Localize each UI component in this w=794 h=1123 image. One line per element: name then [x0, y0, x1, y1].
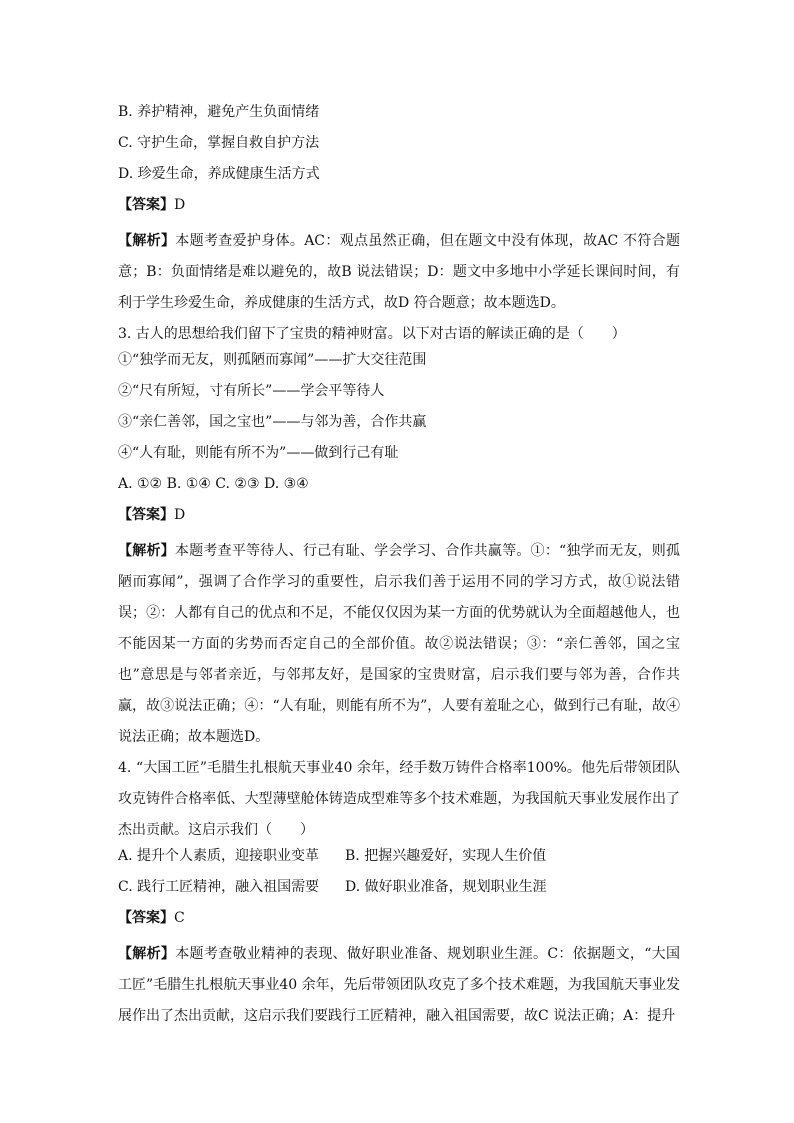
- q4-option-d: D. 做好职业准备，规划职业生涯: [345, 879, 547, 895]
- q4-option-c: C. 践行工匠精神，融入祖国需要: [118, 879, 320, 895]
- q2-analysis: [118, 226, 680, 319]
- q2-answer: [118, 195, 680, 226]
- q3-item-3: ③“亲仁善邻，国之宝也”——与邻为善，合作共赢: [118, 414, 427, 430]
- analysis-text: 本题考查平等待人、行己有耻、学会学习、合作共赢等。①：“独学而无友，则孤陋而寡闻”，强调了合作学习的重要性，启示我们善于运用不同的学习方式，故①说法错误；②：人都有自己的优点和不足，不能仅仅因为某一方面的优势就认为全面超越他人，也不能因某一方面的劣势而否定自己的全部价值。故②说法错误；③：“亲仁善邻，国之宝也”意思是与邻者亲近，与邻邦友好，是国家的宝贵财富，启示我们要与邻为善，合作共赢，故③说法正确；④：“人有耻，则能有所不为”，人要有羞耻之心，做到行己有耻，故④说法正确；故本题选D。: [118, 543, 681, 745]
- answer-label: 【答案】: [118, 197, 174, 213]
- answer-value: C: [174, 910, 185, 926]
- q3-analysis: [118, 536, 680, 753]
- q3-item-1: ①“独学而无友，则孤陋而寡闻”——扩大交往范围: [118, 352, 427, 368]
- answer-label: 【答案】: [118, 507, 174, 523]
- analysis-text: 本题考查敬业精神的表现、做好职业准备、规划职业生涯。C：依据题文，“大国工匠”毛腊生扎根航天事业40 余年，先后带领团队攻克了多个技术难题，为我国航天事业发展作出了杰出贡献，这启示我们要践行工匠精神，融入祖国需要，故C 说法正确；A：提升: [118, 946, 680, 1024]
- q4-answer: [118, 908, 680, 939]
- q4-option-a: A. 提升个人素质，迎接职业变革: [118, 848, 320, 864]
- q3-item-2: ②“尺有所短，寸有所长”——学会平等待人: [118, 383, 385, 399]
- page-content: [118, 102, 680, 1032]
- analysis-label: 【解析】: [118, 233, 176, 249]
- q3-item-4: ④“人有耻，则能有所不为”——做到行己有耻: [118, 445, 399, 461]
- answer-value: D: [174, 507, 186, 523]
- answer-label: 【答案】: [118, 910, 174, 926]
- q4-options-row-2: [118, 877, 680, 908]
- analysis-text: 本题考查爱护身体。AC：观点虽然正确，但在题文中没有体现，故AC 不符合题意；B：负面情绪是难以避免的，故B 说法错误；D：题文中多地中小学延长课间时间，有利于学生珍爱生命，养成健康的生活方式，故D 符合题意；故本题选D。: [118, 233, 681, 311]
- q4-analysis: [118, 939, 680, 1032]
- q2-option-d: D. 珍爱生命，养成健康生活方式: [118, 166, 320, 182]
- q4-stem: 4. “大国工匠”毛腊生扎根航天事业40 余年，经手数万铸件合格率100%。他先后带领团队攻克铸件合格率低、大型薄壁舱体铸造成型难等多个技术难题，为我国航天事业发展作出了杰出贡献。这启示我们（ ）: [118, 760, 680, 838]
- q3-options: A. ①② B. ①④ C. ②③ D. ③④: [118, 476, 309, 492]
- answer-value: D: [174, 197, 186, 213]
- analysis-label: 【解析】: [118, 946, 176, 962]
- q4-option-b: B. 把握兴趣爱好，实现人生价值: [345, 848, 547, 864]
- q2-option-b: B. 养护精神，避免产生负面情绪: [118, 104, 320, 120]
- analysis-label: 【解析】: [118, 543, 175, 559]
- q3-stem: 3. 古人的思想给我们留下了宝贵的精神财富。以下对古语的解读正确的是（ ）: [118, 326, 626, 342]
- q4-options-row-1: [118, 846, 680, 877]
- q2-option-c: C. 守护生命，掌握自救自护方法: [118, 135, 320, 151]
- q3-answer: [118, 505, 680, 536]
